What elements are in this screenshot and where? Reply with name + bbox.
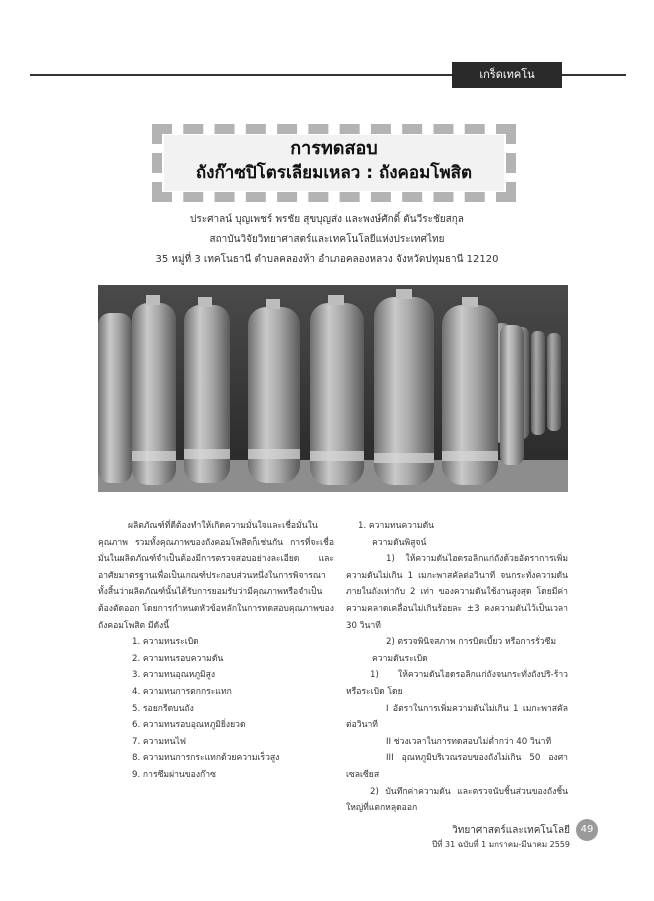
title-box — [164, 135, 504, 191]
journal-name: วิทยาศาสตร์และเทคโนโลยี — [452, 825, 570, 836]
section-tab: เกร็ดเทคโน — [452, 62, 562, 88]
section-heading: 1. ความทนความดัน — [358, 521, 435, 531]
page-number: 49 — [576, 819, 598, 841]
lpg-cylinders-illustration — [98, 285, 568, 492]
paragraph: 1) ให้ความดันไฮดรอลิกแก่ถังจนกระทั่งถังปริ-ร้าว หรือระเบิด โดย — [346, 670, 568, 697]
list-item: 4. ความทนการตกกระแทก — [132, 686, 232, 697]
paragraph: 2) บันทึกค่าความดัน และตรวจนับชิ้นส่วนของถังชิ้นใหญ่ที่แตกหลุดออก — [346, 786, 568, 814]
issue-info: ปีที่ 31 ฉบับที่ 1 มกราคม-มีนาคม 2559 — [432, 840, 570, 849]
list-item: 3. ความทนอุณหภูมิสูง — [132, 670, 216, 681]
paragraph: 2) ตรวจพินิจสภาพ การบิดเบี้ยว หรือการรั่วซึม — [386, 637, 557, 648]
list-item: 6. ความทนรอบอุณหภูมิยิ่งยวด — [132, 720, 246, 731]
body-left-column — [98, 518, 334, 784]
body-right-column — [346, 518, 568, 817]
list-item: 9. การซึมผ่านของก๊าซ — [132, 769, 216, 780]
intro-paragraph: ผลิตภัณฑ์ที่ดีต้องทำให้เกิดความมั่นใจและเชื่อมั่นในคุณภาพ รวมทั้งคุณภาพของถังคอมโพสิตก็เช่นกัน การที่จะเชื่อมั่นในผลิตภัณฑ์จำเป็นต้องมีการตรวจสอบอย่างละเอียด และอาศัยมาตรฐานเพื่อเป็นเกณฑ์ประกอบส่วนหนึ่งในการพิจารณาทั้งสิ้นว่าผลิตภัณฑ์นั้นได้รับการยอมรับว่ามีคุณภาพหรือจำเป็นต้องตัดออก โดยการกำหนดหัวข้อหลักในการทดสอบคุณภาพของถังคอมโพสิต มีดังนี้ — [98, 521, 334, 631]
sub-item: I อัตราในการเพิ่มความดันไม่เกิน 1 เมกะพาสคัลต่อวินาที — [346, 703, 568, 731]
list-item: 5. รอยกรีดบนถัง — [132, 703, 194, 714]
sub-item: II ช่วงเวลาในการทดสอบไม่ต่ำกว่า 40 วินาที — [386, 736, 552, 747]
sub-item: III อุณหภูมิบริเวณรอบของถังไม่เกิน 50 องศาเซลเซียส — [346, 753, 568, 780]
test-topics-list — [98, 634, 334, 783]
list-item: 1. ความทนระเบิด — [132, 637, 199, 648]
list-item: 8. ความทนการกระแทกด้วยความเร็วสูง — [132, 753, 280, 764]
subheading-burst-pressure: ความดันระเบิด — [372, 653, 428, 664]
paragraph: 1) ให้ความดันไฮดรอลิกแก่ถังด้วยอัตราการเพิ่มความดันไม่เกิน 1 เมกะพาสคัลต่อวินาที จนกระทั่งความดันภายในถังเท่ากับ 2 เท่า ของความดันใช้งานสูงสุด โดยมีค่าความคลาดเคลื่อนไม่เกินร้อยละ ±3 คงความดันไว้เป็นเวลา 30 วินาที — [346, 554, 568, 631]
article-subtitle: ถังก๊าซปิโตรเลียมเหลว : ถังคอมโพสิต — [195, 163, 473, 183]
institute: สถาบันวิจัยวิทยาศาสตร์และเทคโนโลยีแห่งประเทศไทย — [209, 234, 445, 245]
address: 35 หมู่ที่ 3 เทคโนธานี ตำบลคลองห้า อำเภอคลองหลวง จังหวัดปทุมธานี 12120 — [155, 254, 499, 265]
lpg-cylinders-photo — [98, 285, 568, 492]
list-item: 7. ความทนไฟ — [132, 736, 186, 747]
authors: ประศาลน์ บุญเพชร์ พรชัย สุขบุญส่ง และพงษ์ศักดิ์ ตันวีระชัยสกุล — [190, 214, 464, 225]
subheading-proof-pressure: ความดันพิสูจน์ — [372, 537, 427, 548]
article-title: การทดสอบ — [290, 138, 378, 159]
list-item: 2. ความทนรอบความดัน — [132, 653, 224, 664]
